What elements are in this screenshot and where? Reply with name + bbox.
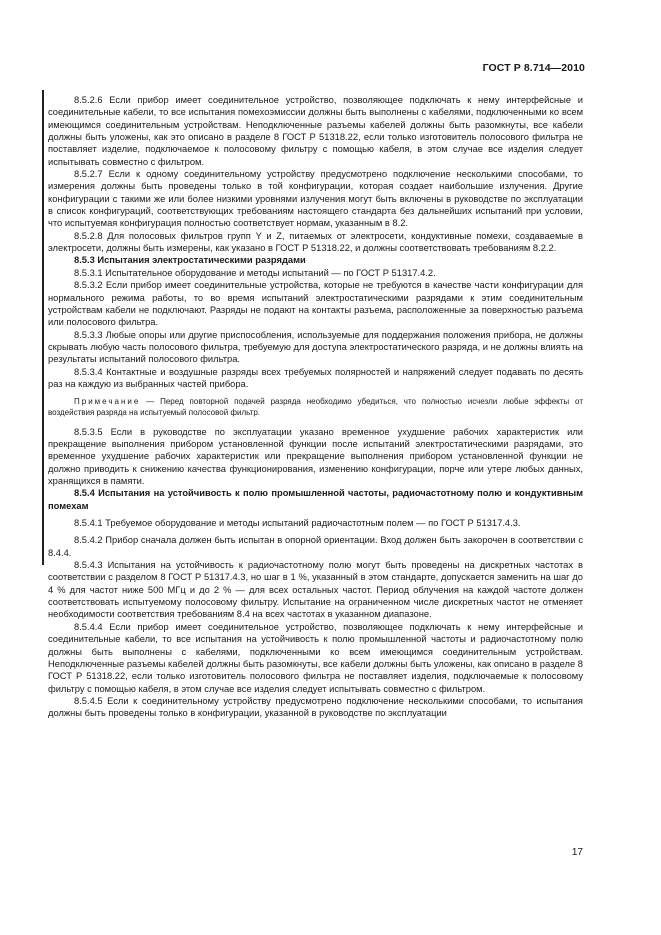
section-heading-8-5-3: 8.5.3 Испытания электростатическими разрядами	[74, 255, 306, 266]
note	[48, 396, 583, 418]
paragraph-8-5-3-3: 8.5.3.3 Любые опоры или другие приспособления, используемые для поддержания положения прибора, не должны скрывать любую часть полосового фильтра, требуемую для доступа электростатического разряда, и не должны влиять на результаты испытаний полосового фильтра.	[48, 329, 583, 365]
document-body	[48, 94, 583, 720]
paragraph-8-5-2-7: 8.5.2.7 Если к одному соединительному устройству предусмотрено подключение несколькими способами, то измерения должны быть проведены только в той конфигурации, которая создает наибольшие излучения. Другие конфигурации с такими же или более низкими уровнями излучения могут быть включены в руководстве по эксплуатации в список конфигураций, соответствующих требованиям настоящего стандарта без дальнейших испытаний при условии, что испытуемая конфигурация полностью соответствует нормам, указанным в 8.2.	[48, 169, 583, 229]
note-label: Примечание	[74, 397, 141, 407]
paragraph-8-5-3-4: 8.5.3.4 Контактные и воздушные разряды всех требуемых полярностей и напряжений следует подавать по десять раз на каждую из выбранных частей прибора.	[48, 366, 583, 389]
paragraph-8-5-3-5: 8.5.3.5 Если в руководстве по эксплуатации указано временное ухудшение рабочих характеристик или прекращение выполнения прибором установленной функции после испытаний электростатическими разрядами, это временное ухудшение рабочих характеристик или прекращение выполнения прибором установленной функции не должно приводить к снижению качества функционирования, изменению конфигурации, порче или утере любых данных, хранящихся в памяти.	[48, 426, 583, 487]
document-header: ГОСТ Р 8.714—2010	[482, 62, 585, 74]
paragraph-8-5-2-8: 8.5.2.8 Для полосовых фильтров групп Y и Z, питаемых от электросети, кондуктивные помехи, создаваемые в электросети, должны быть измерены, как указано в ГОСТ Р 51318.22, и должны соответствовать требованиям 8.2.2.	[48, 230, 583, 254]
paragraph-8-5-4-5: 8.5.4.5 Если к соединительному устройству предусмотрено подключение несколькими способами, то испытания должны быть проведены только в конфигурации, указанной в руководстве по эксплуатации	[48, 695, 583, 719]
paragraph-8-5-3-1: 8.5.3.1 Испытательное оборудование и методы испытаний — по ГОСТ Р 51317.4.2.	[74, 267, 436, 278]
revision-bar	[42, 90, 44, 565]
section-heading-8-5-4: 8.5.4 Испытания на устойчивость к полю промышленной частоты, радиочастотному полю и кондуктивным помехам	[48, 488, 583, 511]
paragraph-8-5-4-3: 8.5.4.3 Испытания на устойчивость к радиочастотному полю могут быть проведены на дискретных частотах в соответствии с разделом 8 ГОСТ Р 51317.4.3, но шаг в 1 %, указанный в этом стандарте, допускается заменить на шаг до 4 % для частот ниже 500 МГц и до 2 % — для всех остальных частот. Период облучения на каждой частоте должен соответствовать испытуемому полосовому фильтру. Испытание на ограниченном числе дискретных частот не отменяет необходимости соответствия требованиям 8.4 на всех частотах в указанном диапазоне.	[48, 560, 583, 620]
page-number: 17	[571, 847, 583, 858]
paragraph-8-5-4-2: 8.5.4.2 Прибор сначала должен быть испытан в опорной ориентации. Вход должен быть закорочен в соответствии с 8.4.4.	[48, 535, 583, 558]
paragraph-8-5-2-6: 8.5.2.6 Если прибор имеет соединительное устройство, позволяющее подключать к нему интерфейсные и соединительные кабели, то все испытания помехоэмиссии должны быть выполнены с кабелями, подключенными ко всем имеющимся соединительным устройствам. Неподключенные разъемы кабелей должны быть разомкнуты, все кабели должны быть уложены, как это описано в разделе 8 ГОСТ Р 51318.22, если только изготовитель полосового фильтра не поставляет изделие, подключаемое к полосовому фильтру с помощью кабеля, в этом случае все изделия следует испытывать совместно с фильтром.	[48, 95, 583, 167]
note-text: — Перед повторной подачей разряда необходимо убедиться, что полностью исчезли любые эффекты от воздействия разряда на испытуемый полосовой фильтр.	[48, 397, 583, 418]
paragraph-8-5-4-1: 8.5.4.1 Требуемое оборудование и методы испытаний радиочастотным полем — по ГОСТ Р 51317.4.3.	[74, 518, 521, 529]
paragraph-8-5-4-4: 8.5.4.4 Если прибор имеет соединительное устройство, позволяющее подключать к нему интерфейсные и соединительные кабели, то все испытания на устойчивость к полю промышленной частоты и радиочастотному полю должны быть выполнены с кабелями, подключенными ко всем имеющимся соединительным устройствам. Неподключенные разъемы кабелей должны быть разомкнуты, все кабели должны быть уложены, как описано в разделе 8 ГОСТ Р 51318.22, если только изготовитель полосового фильтра не поставляет изделия, подключаемые к полосовому фильтру с помощью кабеля, в этом случае все изделия следует испытывать совместно с фильтром.	[48, 621, 583, 694]
paragraph-8-5-3-2: 8.5.3.2 Если прибор имеет соединительные устройства, которые не требуются в качестве части конфигурации для нормального режима работы, то во время испытаний электростатическими разрядами к этим соединительным устройствам кабели не подключают. Разряды не подают на контакты разъема, расположенные за поверхностью разъема или полосового фильтра.	[48, 280, 583, 328]
